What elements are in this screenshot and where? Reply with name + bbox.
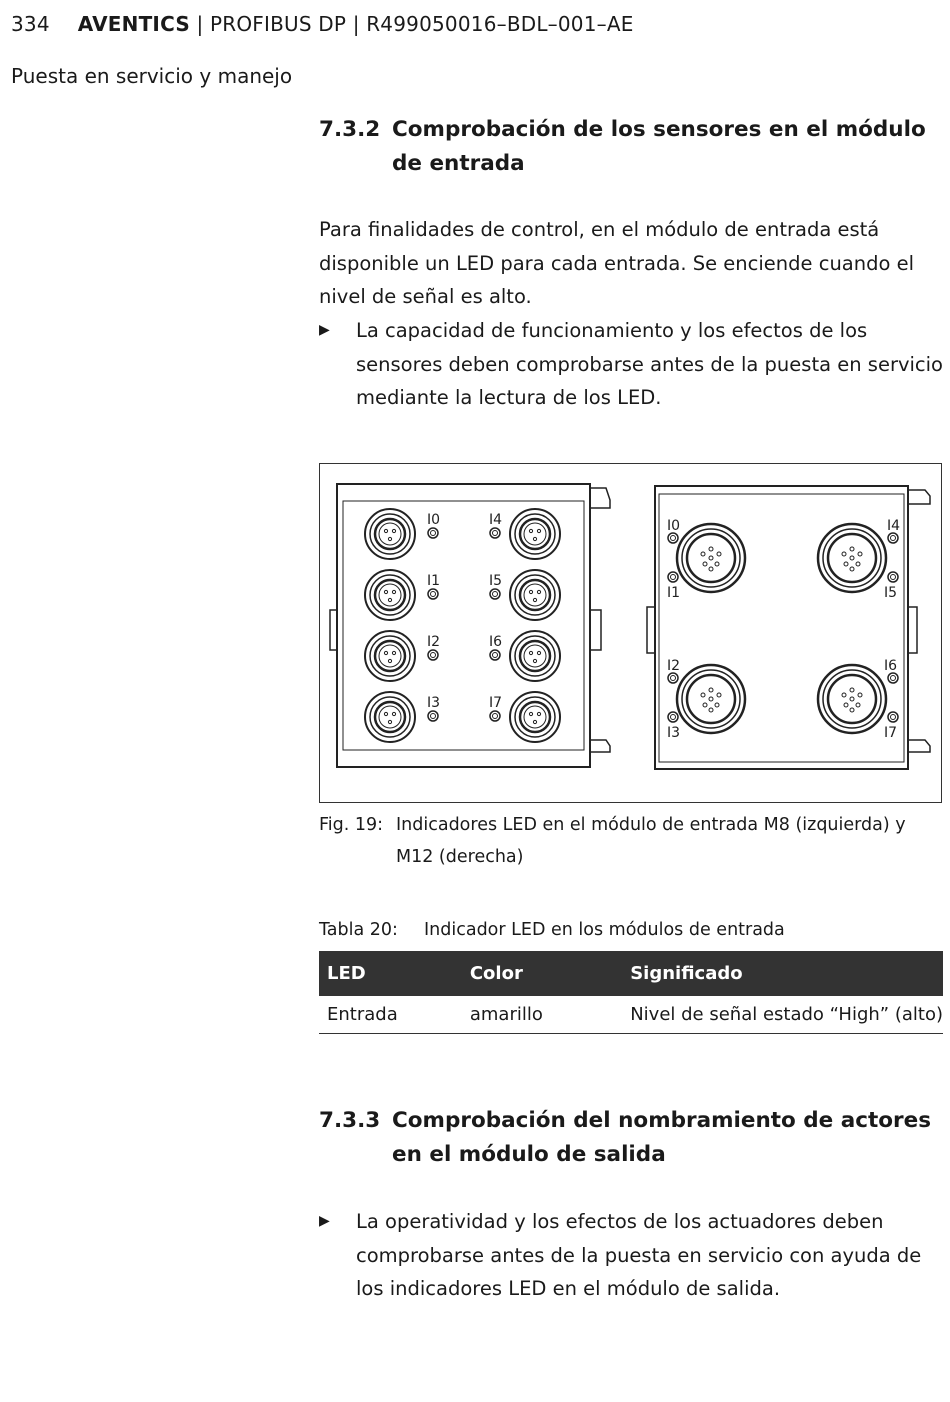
document-id: | PROFIBUS DP | R499050016–BDL–001–AE xyxy=(189,12,634,36)
led-modules-illustration xyxy=(320,464,941,802)
brand-name: AVENTICS xyxy=(77,12,190,36)
chapter-label: Puesta en servicio y manejo xyxy=(11,64,293,88)
m8-label-i6: I6 xyxy=(489,634,503,650)
bullet-item xyxy=(319,1205,944,1306)
bullet-text: La capacidad de funcionamiento y los efectos de los sensores deben comprobarse antes de la puesta en servicio mediante la lectura de los LED. xyxy=(356,319,943,409)
m8-label-i7: I7 xyxy=(489,695,503,711)
figure-caption-label: Fig. 19: xyxy=(319,815,384,835)
m12-label-i6: I6 xyxy=(884,658,898,674)
m12-label-i4: I4 xyxy=(887,518,901,534)
table-row xyxy=(319,996,943,1034)
header-meaning: Significado xyxy=(622,951,943,996)
figure-caption-text: Indicadores LED en el módulo de entrada M8 (izquierda) y M12 (derecha) xyxy=(396,815,906,867)
m12-label-i0: I0 xyxy=(667,518,681,534)
page-number: 334 xyxy=(11,12,50,36)
figure-caption xyxy=(319,809,944,873)
table-header-row xyxy=(319,951,943,996)
section-title: Comprobación del nombramiento de actores en el módulo de salida xyxy=(392,1108,932,1167)
m12-label-i1: I1 xyxy=(667,585,681,601)
m8-module xyxy=(330,484,610,767)
m8-label-i5: I5 xyxy=(489,573,503,589)
table-caption xyxy=(319,915,944,945)
table-caption-label: Tabla 20: xyxy=(319,920,398,940)
led-table xyxy=(319,951,943,1034)
section-title: Comprobación de los sensores en el módulo de entrada xyxy=(392,117,926,176)
section-number: 7.3.3 xyxy=(319,1108,381,1133)
page-header xyxy=(11,12,634,36)
m12-label-i3: I3 xyxy=(667,725,681,741)
section-heading-733 xyxy=(319,1104,944,1172)
figure-frame xyxy=(319,463,942,803)
m12-label-i2: I2 xyxy=(667,658,681,674)
m12-label-i5: I5 xyxy=(884,585,898,601)
m8-label-i2: I2 xyxy=(427,634,441,650)
section-heading-732 xyxy=(319,113,944,181)
m8-label-i1: I1 xyxy=(427,573,441,589)
bullet-arrow-icon: ▶ xyxy=(319,1213,330,1229)
bullet-item xyxy=(319,314,944,415)
cell-color: amarillo xyxy=(462,996,622,1034)
bullet-text: La operatividad y los efectos de los actuadores deben comprobarse antes de la puesta en servicio con ayuda de los indicadores LED en el módulo de salida. xyxy=(356,1210,922,1300)
header-color: Color xyxy=(462,951,622,996)
table-caption-text: Indicador LED en los módulos de entrada xyxy=(424,920,785,940)
intro-paragraph: Para finalidades de control, en el módulo de entrada está disponible un LED para cada entrada. Se enciende cuando el nivel de señal es alto. xyxy=(319,218,915,308)
m8-label-i3: I3 xyxy=(427,695,441,711)
cell-led: Entrada xyxy=(319,996,462,1034)
m12-label-i7: I7 xyxy=(884,725,898,741)
m8-label-i0: I0 xyxy=(427,512,441,528)
m8-label-i4: I4 xyxy=(489,512,503,528)
cell-meaning: Nivel de señal estado “High” (alto) xyxy=(622,996,943,1034)
bullet-arrow-icon: ▶ xyxy=(319,322,330,338)
header-led: LED xyxy=(319,951,462,996)
section-number: 7.3.2 xyxy=(319,117,381,142)
